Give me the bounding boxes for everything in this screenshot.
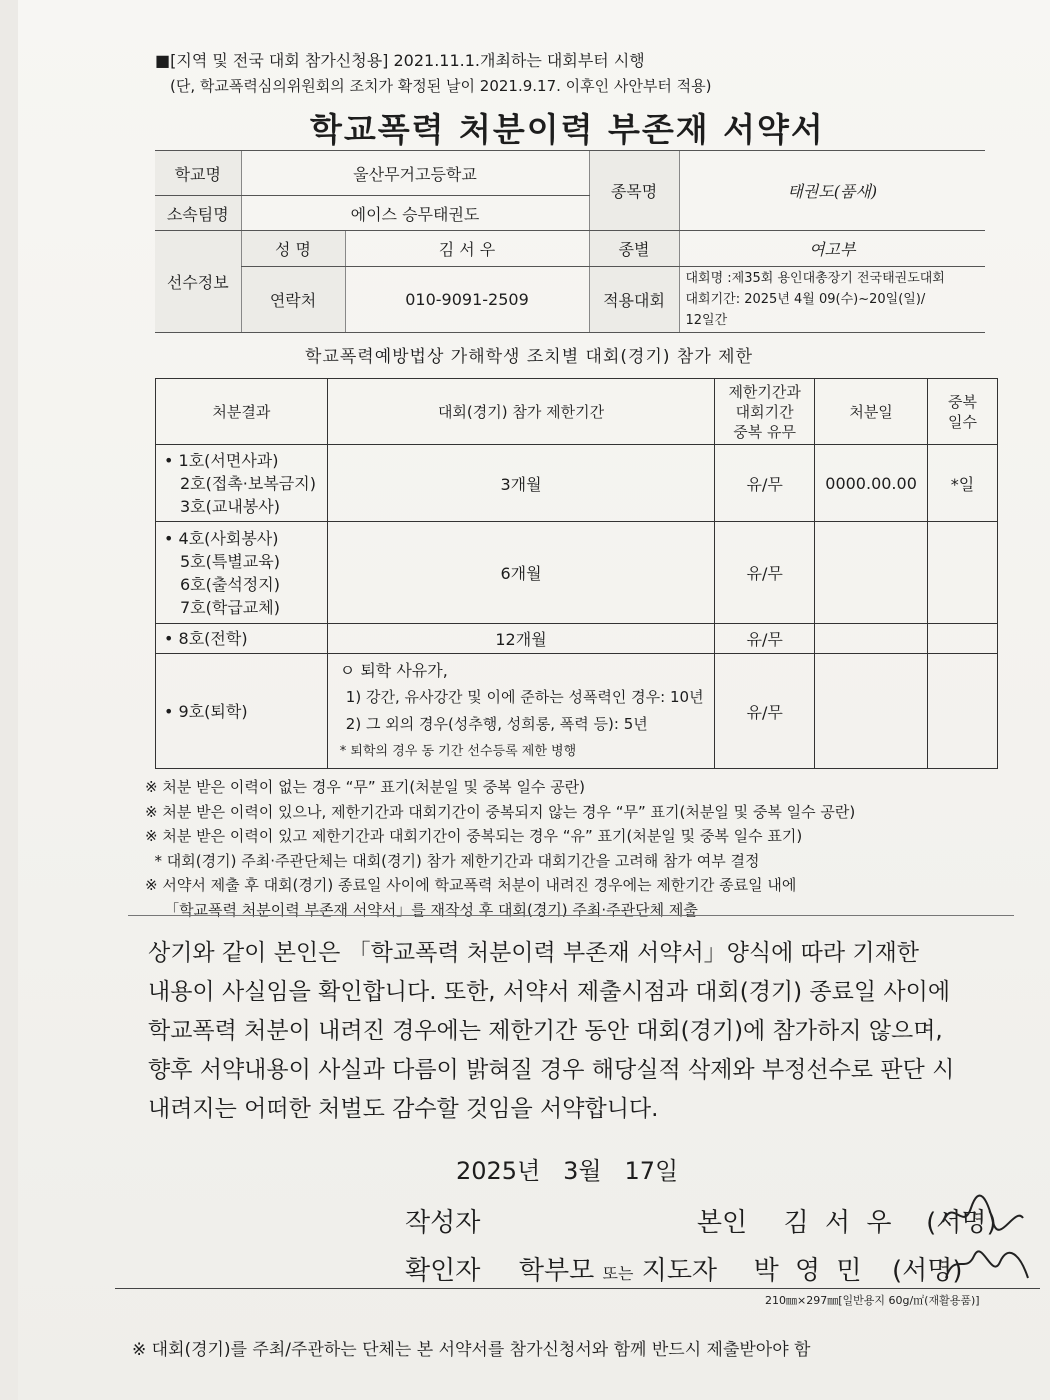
pledge-line: 내용이 사실임을 확인합니다. 또한, 서약서 제출시점과 대회(경기) 종료일 사이에: [148, 979, 951, 1005]
name-label: 성 명: [241, 231, 345, 267]
writer-role: 본인: [696, 1208, 748, 1238]
category-label: 종별: [589, 231, 679, 267]
row-date: [815, 624, 928, 654]
section-divider: [128, 915, 1014, 916]
header-period: 대회(경기) 참가 제한기간: [327, 379, 714, 445]
header-notice: ■[지역 및 전국 대회 참가신청용] 2021.11.1.개최하는 대회부터 시행: [155, 51, 645, 70]
contact-value: 010-9091-2509: [345, 267, 589, 333]
result-line: 3호(교내봉사): [180, 496, 280, 516]
header-days-line2: 일수: [948, 412, 978, 431]
confirmer-role-parent: 학부모: [518, 1256, 595, 1286]
competition-period: 대회기간: 2025년 4월 09(수)~20일(일)/: [685, 292, 926, 307]
note-item: * 대회(경기) 주최·주관단체는 대회(경기) 참가 제한기간과 대회기간을 고려해 참가 여부 결정: [145, 851, 760, 870]
writer-signature-scribble: [935, 1192, 1030, 1237]
row-date: [815, 522, 928, 624]
header-days-line1: 중복: [948, 392, 978, 411]
row-period: 3개월: [327, 445, 714, 522]
category-value: 여고부: [679, 231, 985, 267]
confirmer-role-coach: 지도자: [641, 1256, 718, 1286]
bottom-divider: [115, 1288, 1040, 1289]
pledge-text: [148, 934, 954, 1129]
pledge-line: 향후 서약내용이 사실과 다름이 밝혀질 경우 해당실적 삭제와 부정선수로 판단 시: [148, 1057, 955, 1083]
result-line: • 4호(사회봉사): [164, 528, 279, 548]
note-item: 「학교폭력 처분이력 부존재 서약서」를 재작성 후 대회(경기) 주최·주관단체 제출: [145, 900, 698, 919]
team-label: 소속팀명: [155, 196, 241, 231]
team-value: 에이스 승무태권도: [241, 196, 589, 231]
row-result: • 9호(퇴학): [156, 654, 328, 769]
paper-size-note: 210㎜×297㎜[일반용지 60g/㎡(재활용품)]: [765, 1294, 980, 1307]
header-overlap-line3: 중복 유무: [733, 422, 797, 441]
event-label: 종목명: [589, 151, 679, 231]
expulsion-reason-heading: ㅇ 퇴학 사유가,: [339, 661, 448, 680]
row-period: 6개월: [327, 522, 714, 624]
row-overlap: 유/무: [715, 654, 815, 769]
row-result: [156, 445, 328, 522]
header-overlap-line2: 대회기간: [735, 402, 794, 421]
result-line: 2호(접촉·보복금지): [180, 473, 316, 493]
document-title: 학교폭력 처분이력 부존재 서약서: [310, 110, 825, 149]
competition-value: [679, 267, 985, 333]
name-value: 김 서 우: [345, 231, 589, 267]
writer-sign: (서명): [926, 1208, 997, 1238]
writer-signature-line: [405, 1202, 997, 1239]
row-overlap: 유/무: [715, 522, 815, 624]
row-days: [928, 522, 998, 624]
expulsion-reason-2: 2) 그 외의 경우(성추행, 성희롱, 폭력 등): 5년: [345, 715, 648, 733]
restriction-table: [155, 378, 998, 769]
school-label: 학교명: [155, 151, 241, 196]
event-value: 태권도(품새): [679, 151, 985, 231]
confirmer-or: 또는: [602, 1264, 634, 1283]
confirmer-signature-line: [405, 1250, 963, 1287]
confirmer-sign: (서명): [892, 1256, 963, 1286]
header-subnotice: (단, 학교폭력심의위원회의 조치가 확정된 날이 2021.9.17. 이후인 사안부터 적용): [170, 77, 712, 95]
row-result: • 8호(전학): [156, 624, 328, 654]
note-item: ※ 처분 받은 이력이 있고 제한기간과 대회기간이 중복되는 경우 “유” 표기(처분일 및 중복 일수 표기): [145, 827, 803, 845]
expulsion-note: * 퇴학의 경우 동 기간 선수등록 제한 병행: [339, 744, 577, 759]
header-overlap: [715, 379, 815, 445]
header-overlap-line1: 제한기간과: [728, 382, 801, 401]
pledge-line: 상기와 같이 본인은 「학교폭력 처분이력 부존재 서약서」양식에 따라 기재한: [148, 940, 920, 966]
note-item: ※ 서약서 제출 후 대회(경기) 종료일 사이에 학교폭력 처분이 내려진 경우에는 제한기간 종료일 내에: [145, 876, 797, 894]
header-days: [928, 379, 998, 445]
school-value: 울산무거고등학교: [241, 151, 589, 196]
pledge-line: 학교폭력 처분이 내려진 경우에는 제한기간 동안 대회(경기)에 참가하지 않으며,: [148, 1018, 943, 1044]
row-date: [815, 654, 928, 769]
note-item: ※ 처분 받은 이력이 있으나, 제한기간과 대회기간이 중복되지 않는 경우 “무” 표기(처분일 및 중복 일수 공란): [145, 802, 856, 821]
row-days: [928, 624, 998, 654]
player-info-label: 선수정보: [155, 231, 241, 333]
confirmer-name: 박 영 민: [753, 1256, 866, 1286]
info-table: [155, 150, 985, 333]
notes-block: [145, 775, 855, 922]
contact-label: 연락처: [241, 267, 345, 333]
writer-label: 작성자: [405, 1208, 481, 1238]
competition-name: 대회명 :제35회 용인대총장기 전국태권도대회: [685, 271, 945, 286]
pledge-line: 내려지는 어떠한 처벌도 감수할 것임을 서약합니다.: [148, 1096, 659, 1122]
competition-days: 12일간: [685, 313, 728, 328]
restriction-section-title: 학교폭력예방법상 가해학생 조치별 대회(경기) 참가 제한: [305, 347, 753, 367]
confirmer-label: 확인자: [405, 1256, 481, 1286]
competition-label: 적용대회: [589, 267, 679, 333]
pledge-date: 2025년 3월 17일: [456, 1157, 679, 1185]
expulsion-reason-1: 1) 강간, 유사강간 및 이에 준하는 성폭력인 경우: 10년: [345, 688, 704, 706]
row-overlap: 유/무: [715, 624, 815, 654]
footer-notice: ※ 대회(경기)를 주최/주관하는 단체는 본 서약서를 참가신청서와 함께 반드시 제출받아야 함: [132, 1340, 811, 1360]
row-period: [327, 654, 714, 769]
row-date: 0000.00.00: [815, 445, 928, 522]
result-line: • 1호(서면사과): [164, 450, 279, 470]
row-days: *일: [928, 445, 998, 522]
writer-name: 김 서 우: [783, 1208, 896, 1238]
row-result: [156, 522, 328, 624]
row-overlap: 유/무: [715, 445, 815, 522]
header-date: 처분일: [815, 379, 928, 445]
result-line: 7호(학급교체): [180, 597, 280, 617]
row-days: [928, 654, 998, 769]
header-result: 처분결과: [156, 379, 328, 445]
result-line: 6호(출석정지): [180, 574, 280, 594]
row-period: 12개월: [327, 624, 714, 654]
result-line: 5호(특별교육): [180, 551, 280, 571]
confirmer-signature-scribble: [940, 1244, 1035, 1289]
note-item: ※ 처분 받은 이력이 없는 경우 “무” 표기(처분일 및 중복 일수 공란): [145, 778, 586, 796]
